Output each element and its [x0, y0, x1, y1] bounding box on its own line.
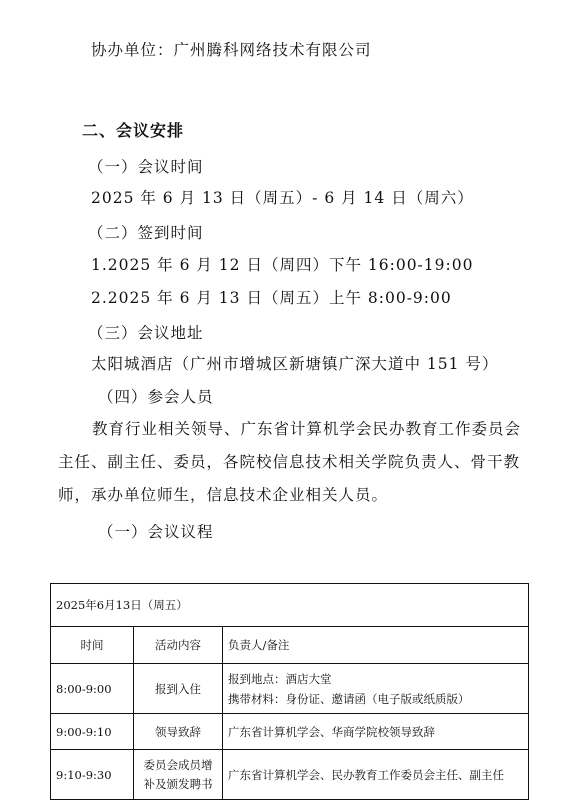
checkin-line-1: 1.2025 年 6 月 12 日（周四）下午 16:00-19:00: [91, 256, 474, 274]
header-activity: 活动内容: [134, 627, 223, 664]
note-line: 广东省计算机学会、民办教育工作委员会主任、副主任: [228, 767, 504, 782]
row-time: 9:00-9:10: [51, 714, 134, 750]
address-value: 太阳城酒店（广州市增城区新塘镇广深大道中 151 号）: [91, 355, 499, 373]
meeting-time-heading: （一）会议时间: [88, 158, 204, 176]
header-note: 负责人/备注: [223, 627, 529, 664]
row-activity: 委员会成员增补及颁发聘书: [134, 750, 223, 800]
attendees-heading: （四）参会人员: [98, 388, 214, 406]
header-time: 时间: [51, 627, 134, 664]
checkin-line-2: 2.2025 年 6 月 13 日（周五）上午 8:00-9:00: [91, 289, 452, 307]
row-note: [223, 750, 529, 800]
row-note: [223, 664, 529, 714]
row-activity: 领导致辞: [134, 714, 223, 750]
table-row: [51, 664, 529, 714]
schedule-table: [50, 583, 529, 800]
row-activity: 报到入住: [134, 664, 223, 714]
note-line: 报到地点：酒店大堂: [228, 671, 332, 686]
attendees-paragraph: 教育行业相关领导、广东省计算机学会民办教育工作委员会主任、副主任、委员，各院校信息技术相关学院负责人、骨干教师，承办单位师生，信息技术企业相关人员。: [58, 420, 522, 504]
row-note: [223, 714, 529, 750]
schedule-header-row: [51, 627, 529, 664]
note-line: 广东省计算机学会、华商学院校领导致辞: [228, 724, 435, 739]
checkin-heading: （二）签到时间: [88, 224, 204, 242]
note-line: 携带材料：身份证、邀请函（电子版或纸质版）: [228, 691, 470, 706]
row-time: 8:00-9:00: [51, 664, 134, 714]
address-heading: （三）会议地址: [88, 324, 204, 342]
schedule-date: 2025年6月13日（周五）: [51, 584, 529, 627]
table-row: [51, 750, 529, 800]
table-row: [51, 714, 529, 750]
schedule-date-row: [51, 584, 529, 627]
section-title: 二、会议安排: [82, 121, 185, 140]
meeting-time-value: 2025 年 6 月 13 日（周五）- 6 月 14 日（周六）: [91, 189, 474, 207]
agenda-heading: （一）会议议程: [98, 523, 214, 541]
row-time: 9:10-9:30: [51, 750, 134, 800]
co-organizer-line: 协办单位：广州腾科网络技术有限公司: [91, 41, 372, 59]
